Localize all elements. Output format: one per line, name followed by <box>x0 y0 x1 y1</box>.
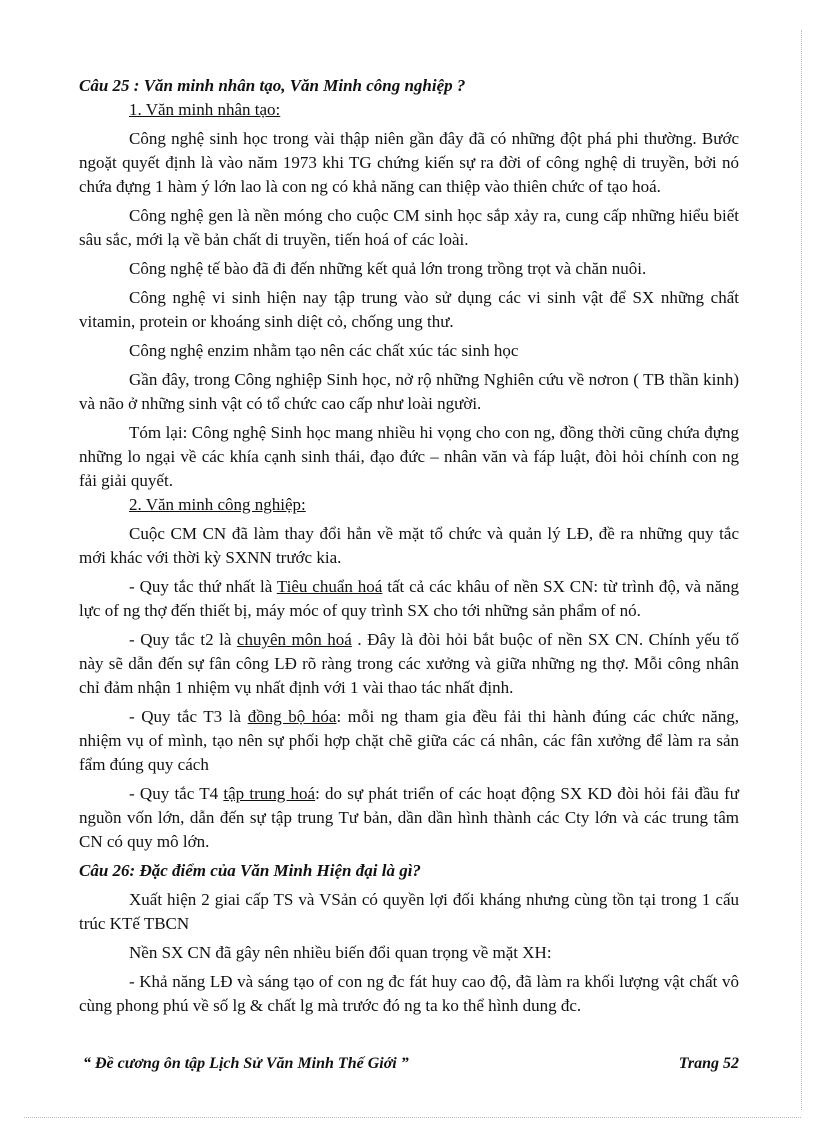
paragraph: Xuất hiện 2 giai cấp TS và VSản có quyền lợi đối kháng nhưng cùng tồn tại trong 1 cấu trúc KTế TBCN <box>79 890 739 933</box>
subsection-2-label: 2. Văn minh công nghiệp: <box>129 495 306 514</box>
footer-title: “ Đề cương ôn tập Lịch Sử Văn Minh Thế Giới ” <box>83 1055 409 1072</box>
paragraph: Công nghệ tế bào đã đi đến những kết quả lớn trong trồng trọt và chăn nuôi. <box>129 259 647 278</box>
subsection-2-title <box>79 493 739 517</box>
rule-3-text: : mỗi ng tham gia đều fải thi hành đúng các chức năng, nhiệm vụ of mình, tạo nên sự phối hợp chặt chẽ giữa các cá nhân, các fân xưởng để làm ra sản fẩm đúng quy cách <box>79 707 739 774</box>
paragraph: Công nghệ gen là nền móng cho cuộc CM sinh học sắp xảy ra, cung cấp những hiểu biết sâu sắc, mới lạ về bản chất di truyền, tiến hoá of các loài. <box>79 206 739 249</box>
paragraph: Tóm lại: Công nghệ Sinh học mang nhiều hi vọng cho con ng, đồng thời cũng chứa đựng những lo ngại về các khía cạnh sinh thái, đạo đức – nhân văn và fáp luật, đòi hỏi chính con ng fải giải quyết. <box>79 423 739 490</box>
rule-2-prefix: - Quy tắc t2 là <box>129 630 237 649</box>
rule-1-paragraph <box>79 575 739 623</box>
paragraph: - Khả năng LĐ và sáng tạo of con ng đc fát huy cao độ, đã làm ra khối lượng vật chất vô cùng phong phú về số lg & chất lg mà trước đó ng ta ko thể hình dung đc. <box>79 972 739 1015</box>
paragraph: Công nghệ vi sinh hiện nay tập trung vào sử dụng các vi sinh vật để SX những chất vitamin, protein or khoáng sinh diệt cỏ, chống ung thư. <box>79 288 739 331</box>
paragraph: Công nghệ sinh học trong vài thập niên gần đây đã có những đột phá phi thường. Bước ngoặt quyết định là vào năm 1973 khi TG chứng kiến sự ra đời of công nghệ di truyền, bởi nó chứa đựng 1 hàm ý lớn lao là con ng có khả năng can thiệp vào thiên chức of tạo hoá. <box>79 129 739 196</box>
rule-3-paragraph <box>79 705 739 777</box>
rule-1-keyword: Tiêu chuẩn hoá <box>276 577 383 596</box>
rule-1-text: tất cả các khâu of nền SX CN: từ trình độ, và năng lực of ng thợ đến thiết bị, máy móc of quy trình SX cho tới những sản phẩm of nó. <box>79 577 739 620</box>
page-border-right <box>801 30 802 1110</box>
subsection-1-label: 1. Văn minh nhân tạo: <box>129 100 281 119</box>
question-26-title: Câu 26: Đặc điểm của Văn Minh Hiện đại là gì? <box>79 861 421 880</box>
paragraph: Công nghệ enzim nhằm tạo nên các chất xúc tác sinh học <box>129 341 519 360</box>
rule-4-keyword: tập trung hoá <box>223 784 316 803</box>
page-number: Trang 52 <box>678 1055 739 1072</box>
rule-4-prefix: - Quy tắc T4 <box>129 784 224 803</box>
subsection-1-title <box>79 98 739 122</box>
question-25-title: Câu 25 : Văn minh nhân tạo, Văn Minh công nghiệp ? <box>79 76 466 95</box>
rule-2-keyword: chuyên môn hoá <box>236 630 352 649</box>
rule-2-text: . Đây là đòi hỏi bắt buộc of nền SX CN. Chính yếu tố này sẽ dẫn đến sự fân công LĐ rõ ràng trong các xưởng và giữa những ng thợ. Mỗi công nhân chỉ đảm nhận 1 nhiệm vụ nhất định với 1 vài thao tác nhất định. <box>79 630 739 697</box>
page-content <box>79 74 739 1018</box>
rule-4-paragraph <box>79 782 739 854</box>
rule-3-keyword: đồng bộ hóa <box>247 707 337 726</box>
rule-4-text: : do sự phát triển of các hoạt động SX KD đòi hỏi fải đầu fư nguồn vốn lớn, dẫn đến sự tập trung Tư bản, dần dần hình thành các Cty lớn và các trung tâm CN có quy mô lớn. <box>79 784 740 851</box>
page-border-bottom <box>24 1117 801 1118</box>
paragraph: Cuộc CM CN đã làm thay đổi hẳn về mặt tổ chức và quản lý LĐ, đề ra những quy tắc mới khác với thời kỳ SXNN trước kia. <box>79 524 739 567</box>
rule-2-paragraph <box>79 628 739 700</box>
paragraph: Gần đây, trong Công nghiệp Sinh học, nở rộ những Nghiên cứu về nơron ( TB thần kinh) và não ở những sinh vật có tổ chức cao cấp như loài người. <box>79 370 739 413</box>
rule-3-prefix: - Quy tắc T3 là <box>129 707 248 726</box>
paragraph: Nền SX CN đã gây nên nhiều biến đổi quan trọng về mặt XH: <box>129 943 552 962</box>
rule-1-prefix: - Quy tắc thứ nhất là <box>129 577 277 596</box>
